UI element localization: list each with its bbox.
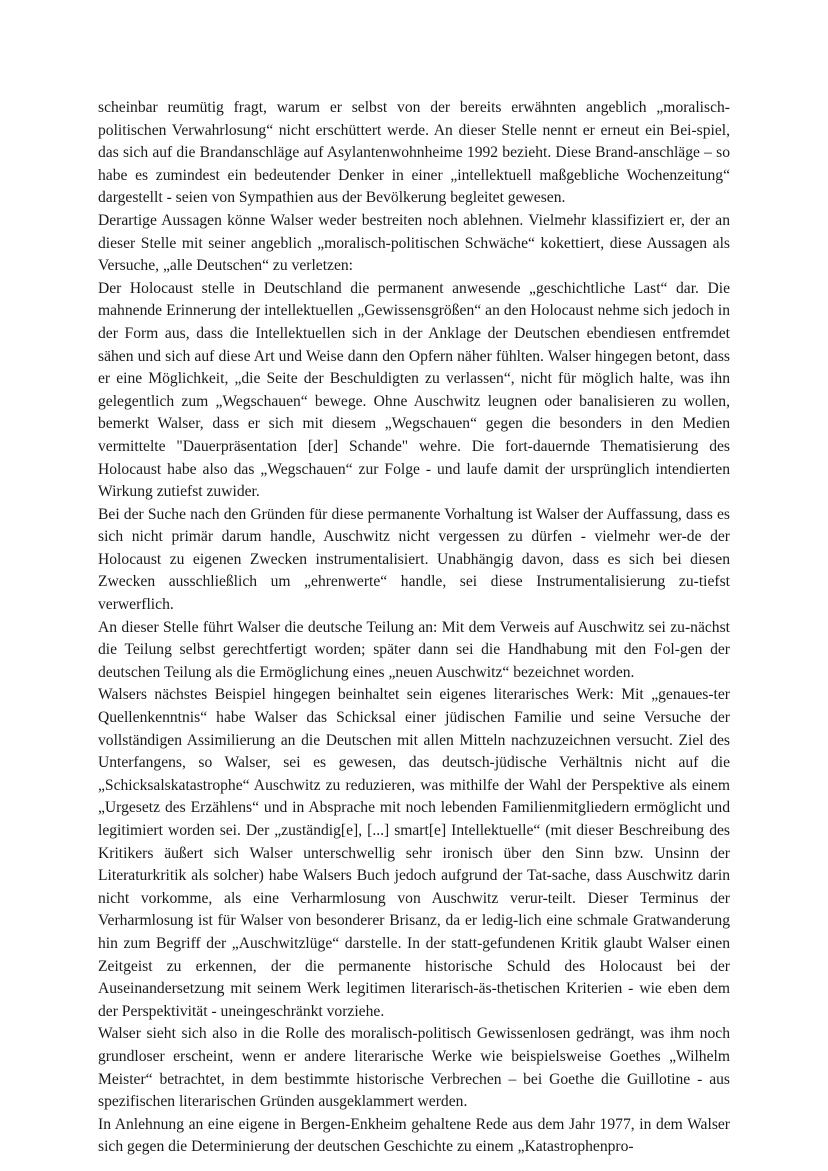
body-text [98, 97, 730, 1159]
paragraph-2: Derartige Aussagen könne Walser weder bestreiten noch ablehnen. Vielmehr klassifiziert er, der an dieser Stelle mit seiner angeblich „moralisch-politischen Schwäche“ kokettiert, diese Aussagen als Versuche, „alle Deutschen“ zu verletzen: [98, 211, 730, 275]
paragraph-5: An dieser Stelle führt Walser die deutsche Teilung an: Mit dem Verweis auf Auschwitz sei zu-nächst die Teilung selbst gerechtfertigt worden; später dann sei die Handhabung mit den Fol-gen der deutschen Teilung als die Ermöglichung eines „neuen Auschwitz“ bezeichnet worden. [98, 618, 730, 681]
paragraph-8: In Anlehnung an eine eigene in Bergen-Enkheim gehaltene Rede aus dem Jahr 1977, in dem Walser sich gegen die Determinierung der deutschen Geschichte zu einem „Katastrophenpro- [98, 1115, 730, 1156]
paragraph-4: Bei der Suche nach den Gründen für diese permanente Vorhaltung ist Walser der Auffassung, dass es sich nicht primär darum handle, Auschwitz nicht vergessen zu dürfen - vielmehr wer-de der Holocaust zu eigenen Zwecken instrumentalisiert. Unabhängig davon, dass es sich bei diesen Zwecken ausschließlich um „ehrenwerte“ handle, sei diese Instrumentalisierung zu-tiefst verwerflich. [98, 505, 730, 614]
paragraph-3: Der Holocaust stelle in Deutschland die permanent anwesende „geschichtliche Last“ dar. Die mahnende Erinnerung der intellektuellen „Gewissensgrößen“ an den Holocaust nehme sich jedoch in der Form aus, dass die Intellektuellen sich in der Anklage der Deutschen ebendiesen entfremdet sähen und sich auf diese Art und Weise dann den Opfern näher fühlten. Walser hingegen betont, dass er eine Möglichkeit, „die Seite der Beschuldigten zu verlassen“, nicht für möglich halte, was ihn gelegentlich zum „Wegschauen“ bewege. Ohne Auschwitz leugnen oder banalisieren zu wollen, bemerkt Walser, dass er sich mit diesem „Wegschauen“ gegen die besonders in den Medien vermittelte "Dauerpräsentation [der] Schande" wehre. Die fort-dauernde Thematisierung des Holocaust habe also das „Wegschauen“ zur Folge - und laufe damit der ursprünglich intendierten Wirkung zutiefst zuwider. [98, 279, 730, 501]
paragraph-6: Walsers nächstes Beispiel hingegen beinhaltet sein eigenes literarisches Werk: Mit „genaues-ter Quellenkenntnis“ habe Walser das Schicksal einer jüdischen Familie und seine Versuche der vollständigen Assimilierung an die Deutschen mit allen Mitteln nachzuzeichnen versucht. Ziel des Unterfangens, so Walser, sei es gewesen, das deutsch-jüdische Verhältnis nicht auf die „Schicksalskatastrophe“ Auschwitz zu reduzieren, was mithilfe der Wahl der Perspektive als einem „Urgesetz des Erzählens“ und in Absprache mit noch lebenden Familienmitgliedern ermöglicht und legitimiert worden sei. Der „zuständig[e], [...] smart[e] Intellektuelle“ (mit dieser Beschreibung des Kritikers äußert sich Walser unterschwellig sehr ironisch über den Sinn bzw. Unsinn der Literaturkritik als solcher) habe Walsers Buch jedoch aufgrund der Tat-sache, dass Auschwitz darin nicht vorkomme, als eine Verharmlosung von Auschwitz verur-teilt. Dieser Terminus der Verharmlosung ist für Walser von besonderer Brisanz, da er ledig-lich eine schmale Gratwanderung hin zum Begriff der „Auschwitzlüge“ darstelle. In der statt-gefundenen Kritik glaubt Walser einen Zeitgeist zu erkennen, der die permanente historische Schuld des Holocaust bei der Auseinandersetzung mit seinem Werk legitimen literarisch-äs-thetischen Kriterien - wie eben dem der Perspektivität - uneingeschränkt vorziehe. [98, 686, 730, 1020]
paragraph-7: Walser sieht sich also in die Rolle des moralisch-politisch Gewissenlosen gedrängt, was ihm noch grundloser erscheint, wenn er andere literarische Werke wie beispielsweise Goethes „Wilhelm Meister“ betrachtet, in dem bestimmte historische Verbrechen – bei Goethe die Guillotine - aus spezifischen literarischen Gründen ausgeklammert werden. [98, 1025, 730, 1111]
paragraph-1: scheinbar reumütig fragt, warum er selbst von der bereits erwähnten angeblich „moralisch-politischen Verwahrlosung“ nicht erschüttert werde. An dieser Stelle nennt er erneut ein Bei-spiel, das sich auf die Brandanschläge auf Asylantenwohnheime 1992 bezieht. Diese Brand-anschläge – so habe es zumindest ein bedeutender Denker in einer „intellektuell maßgebliche Wochenzeitung“ dargestellt - seien von Sympathien aus der Bevölkerung begleitet gewesen. [98, 99, 730, 207]
